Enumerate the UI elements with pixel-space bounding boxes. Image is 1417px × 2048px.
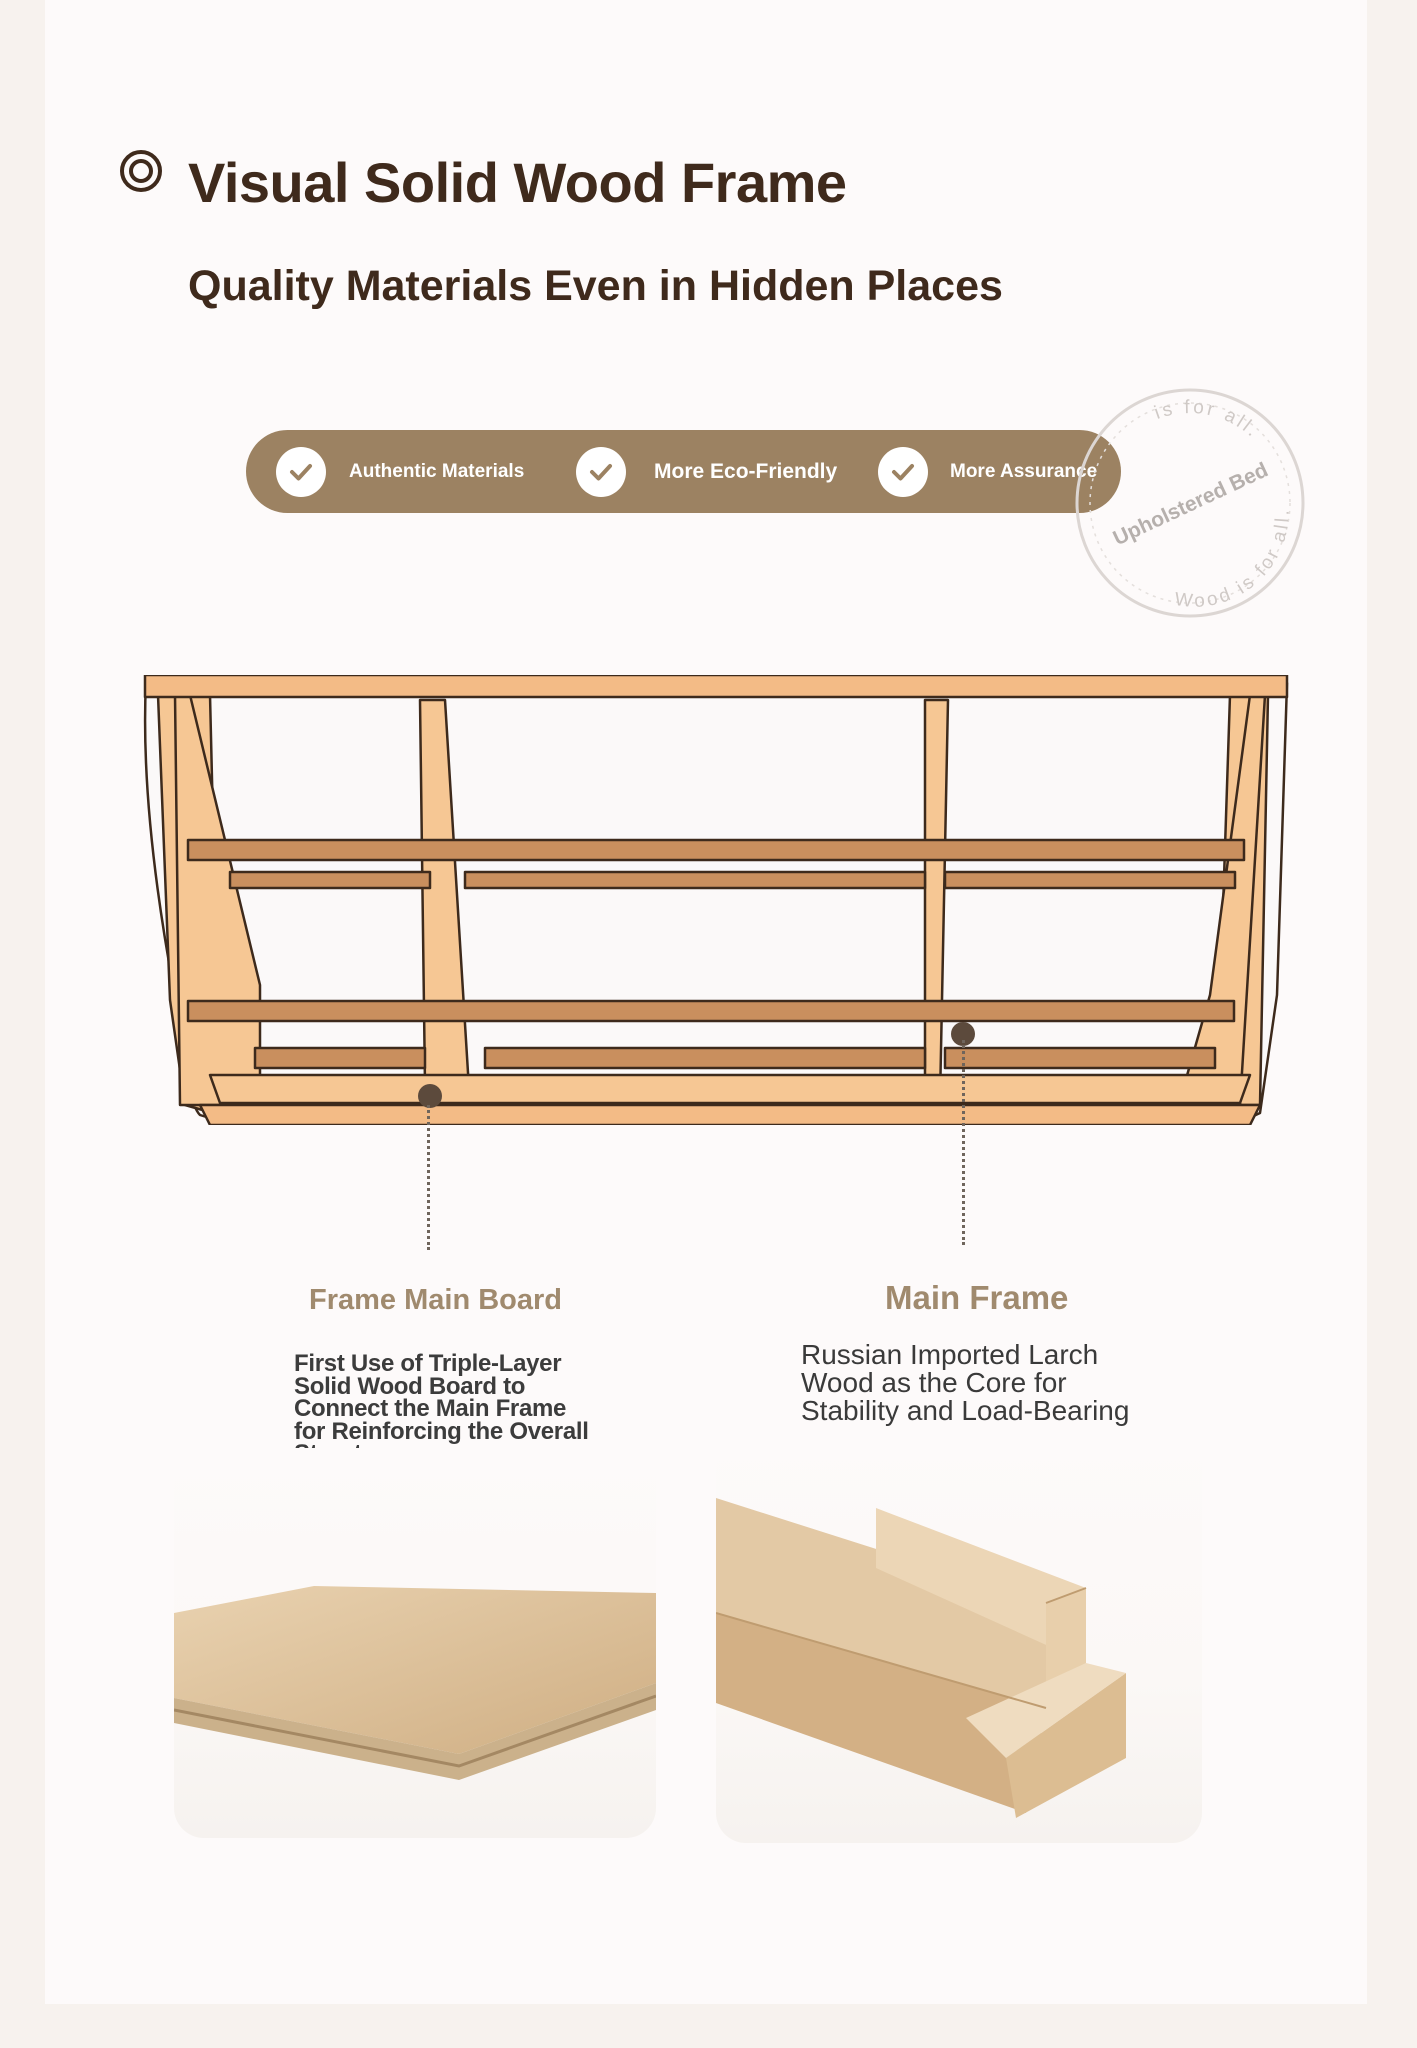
feature-label: Authentic Materials xyxy=(349,460,525,482)
feature-label: More Assurance xyxy=(950,460,1098,482)
feature-label: More Eco-Friendly xyxy=(654,459,838,483)
stamp-ring-bottom: Wood is for all. xyxy=(1173,507,1294,613)
feature-item xyxy=(878,430,1097,513)
feature-item xyxy=(576,430,837,513)
stamp-seal xyxy=(1070,383,1310,623)
callout-description: Russian Imported Larch Wood as the Core for Stability and Load-Bearing xyxy=(801,1339,1130,1426)
check-icon xyxy=(576,447,626,497)
stamp-center-text: Upholstered Bed xyxy=(1109,458,1272,551)
svg-text:is for all. xyxy=(1150,383,1268,474)
feature-pill xyxy=(246,430,1121,513)
callout-title: Frame Main Board xyxy=(309,1284,562,1316)
stamp-ring-top: is for all. xyxy=(1151,396,1265,443)
wood-board-image xyxy=(174,1448,656,1838)
page-subtitle: Quality Materials Even in Hidden Places xyxy=(188,262,1003,310)
bed-frame-illustration xyxy=(140,675,1290,1125)
feature-item xyxy=(276,430,524,513)
target-icon xyxy=(118,148,164,194)
page-title: Visual Solid Wood Frame xyxy=(188,151,847,214)
leader-line xyxy=(427,1105,430,1250)
leader-line xyxy=(962,1040,965,1245)
check-icon xyxy=(276,447,326,497)
check-icon xyxy=(878,447,928,497)
wood-beams-image xyxy=(716,1428,1202,1843)
callout-title: Main Frame xyxy=(885,1279,1069,1316)
callout-description: First Use of Triple-Layer Solid Wood Board to Connect the Main Frame for Reinforcing the Overall xyxy=(294,1350,589,1445)
